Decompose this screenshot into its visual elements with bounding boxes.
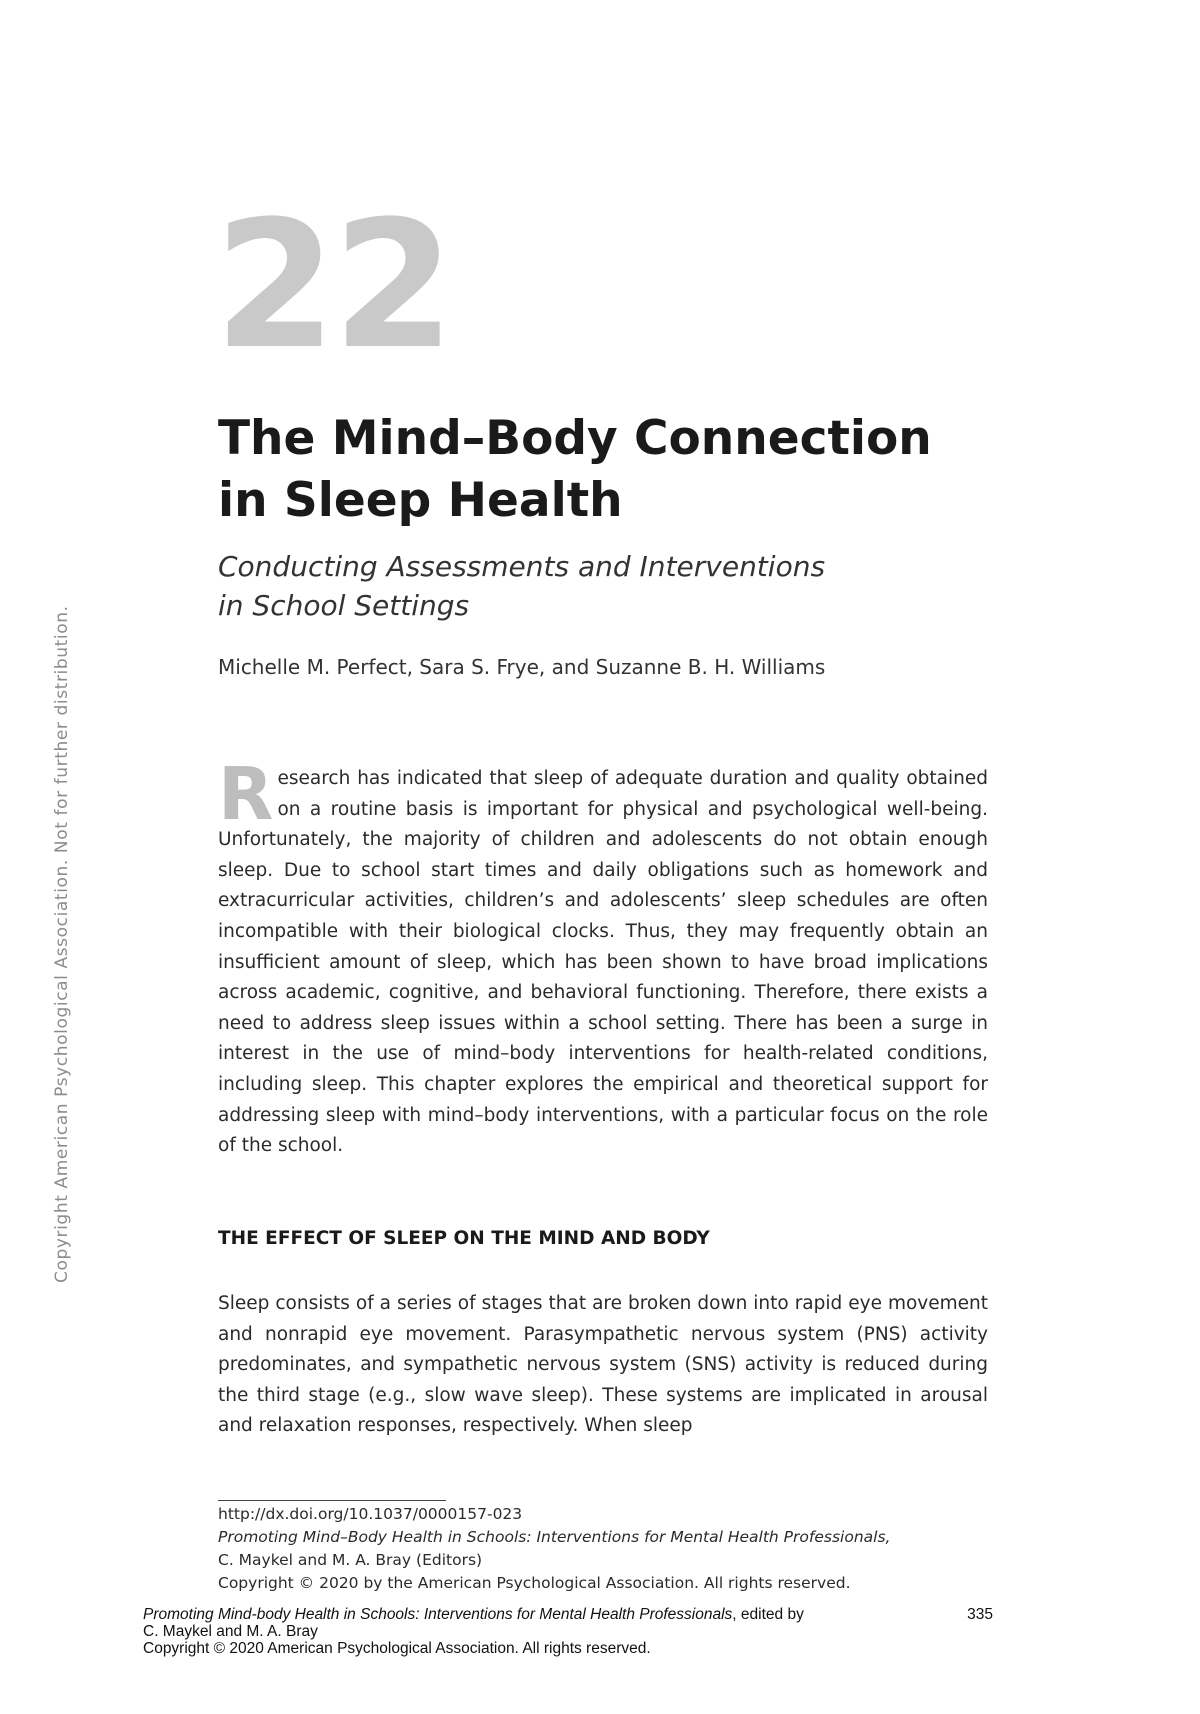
chapter-title-line-2: in Sleep Health bbox=[218, 473, 623, 528]
page-imprint bbox=[143, 1606, 993, 1657]
footnote-copyright: Copyright © 2020 by the American Psychological Association. All rights reserved. bbox=[218, 1574, 851, 1592]
footnote-book-title: Promoting Mind–Body Health in Schools: Interventions for Mental Health Professionals, bbox=[218, 1528, 891, 1546]
footnote-divider bbox=[218, 1500, 446, 1501]
imprint-book-title: Promoting Mind-body Health in Schools: Interventions for Mental Health Professionals bbox=[143, 1606, 733, 1623]
imprint-edited-by: , edited by bbox=[732, 1606, 804, 1623]
chapter-number: 22 bbox=[214, 183, 451, 388]
chapter-subtitle bbox=[218, 547, 1038, 625]
imprint-copyright: Copyright © 2020 American Psychological Association. All rights reserved. bbox=[143, 1640, 651, 1657]
imprint-line-1 bbox=[143, 1606, 993, 1623]
imprint-editors: C. Maykel and M. A. Bray bbox=[143, 1623, 318, 1640]
chapter-authors: Michelle M. Perfect, Sara S. Frye, and Suzanne B. H. Williams bbox=[218, 655, 826, 679]
chapter-title bbox=[218, 408, 1038, 532]
drop-cap: R bbox=[218, 752, 274, 836]
chapter-subtitle-line-2: in School Settings bbox=[218, 589, 470, 622]
section-heading: THE EFFECT OF SLEEP ON THE MIND AND BODY bbox=[218, 1228, 710, 1249]
intro-paragraph bbox=[218, 752, 988, 1162]
chapter-subtitle-line-1: Conducting Assessments and Interventions bbox=[218, 550, 826, 583]
section-paragraph: Sleep consists of a series of stages that are broken down into rapid eye movement and nonrapid eye movement. Parasympathetic nervous system (PNS) activity predominates, and sympathetic nervous system (SNS) activity is reduced during the third stage (e.g., slow wave sleep). These systems are implicated in arousal and relaxation responses, respectively. When sleep bbox=[218, 1293, 988, 1437]
copyright-watermark: Copyright American Psychological Association. Not for further distribution. bbox=[52, 605, 72, 1283]
footnote-doi: http://dx.doi.org/10.1037/0000157-023 bbox=[218, 1505, 523, 1523]
page-number: 335 bbox=[967, 1606, 993, 1623]
chapter-title-line-1: The Mind–Body Connection bbox=[218, 411, 932, 466]
footnote-editors: C. Maykel and M. A. Bray (Editors) bbox=[218, 1551, 483, 1569]
intro-text: esearch has indicated that sleep of adequate duration and quality obtained on a routine basis is important for physical and psychological well-being. Unfortunately, the majority of children and adolescents do not obtain enough sleep. Due to school start times and daily obligations such as homework and extracurricular activities, children’s and adolescents’ sleep schedules are often incompatible with their biological clocks. Thus, they may frequently obtain an insufficient amount of sleep, which has been shown to have broad implications across academic, cognitive, and behavioral functioning. Therefore, there exists a need to address sleep issues within a school setting. There has been a surge in interest in the use of mind–body interventions for health-related conditions, including sleep. This chapter explores the empirical and theoretical support for addressing sleep with mind–body interventions, with a particular focus on the role of the school. bbox=[218, 768, 988, 1157]
footnote bbox=[218, 1503, 998, 1595]
